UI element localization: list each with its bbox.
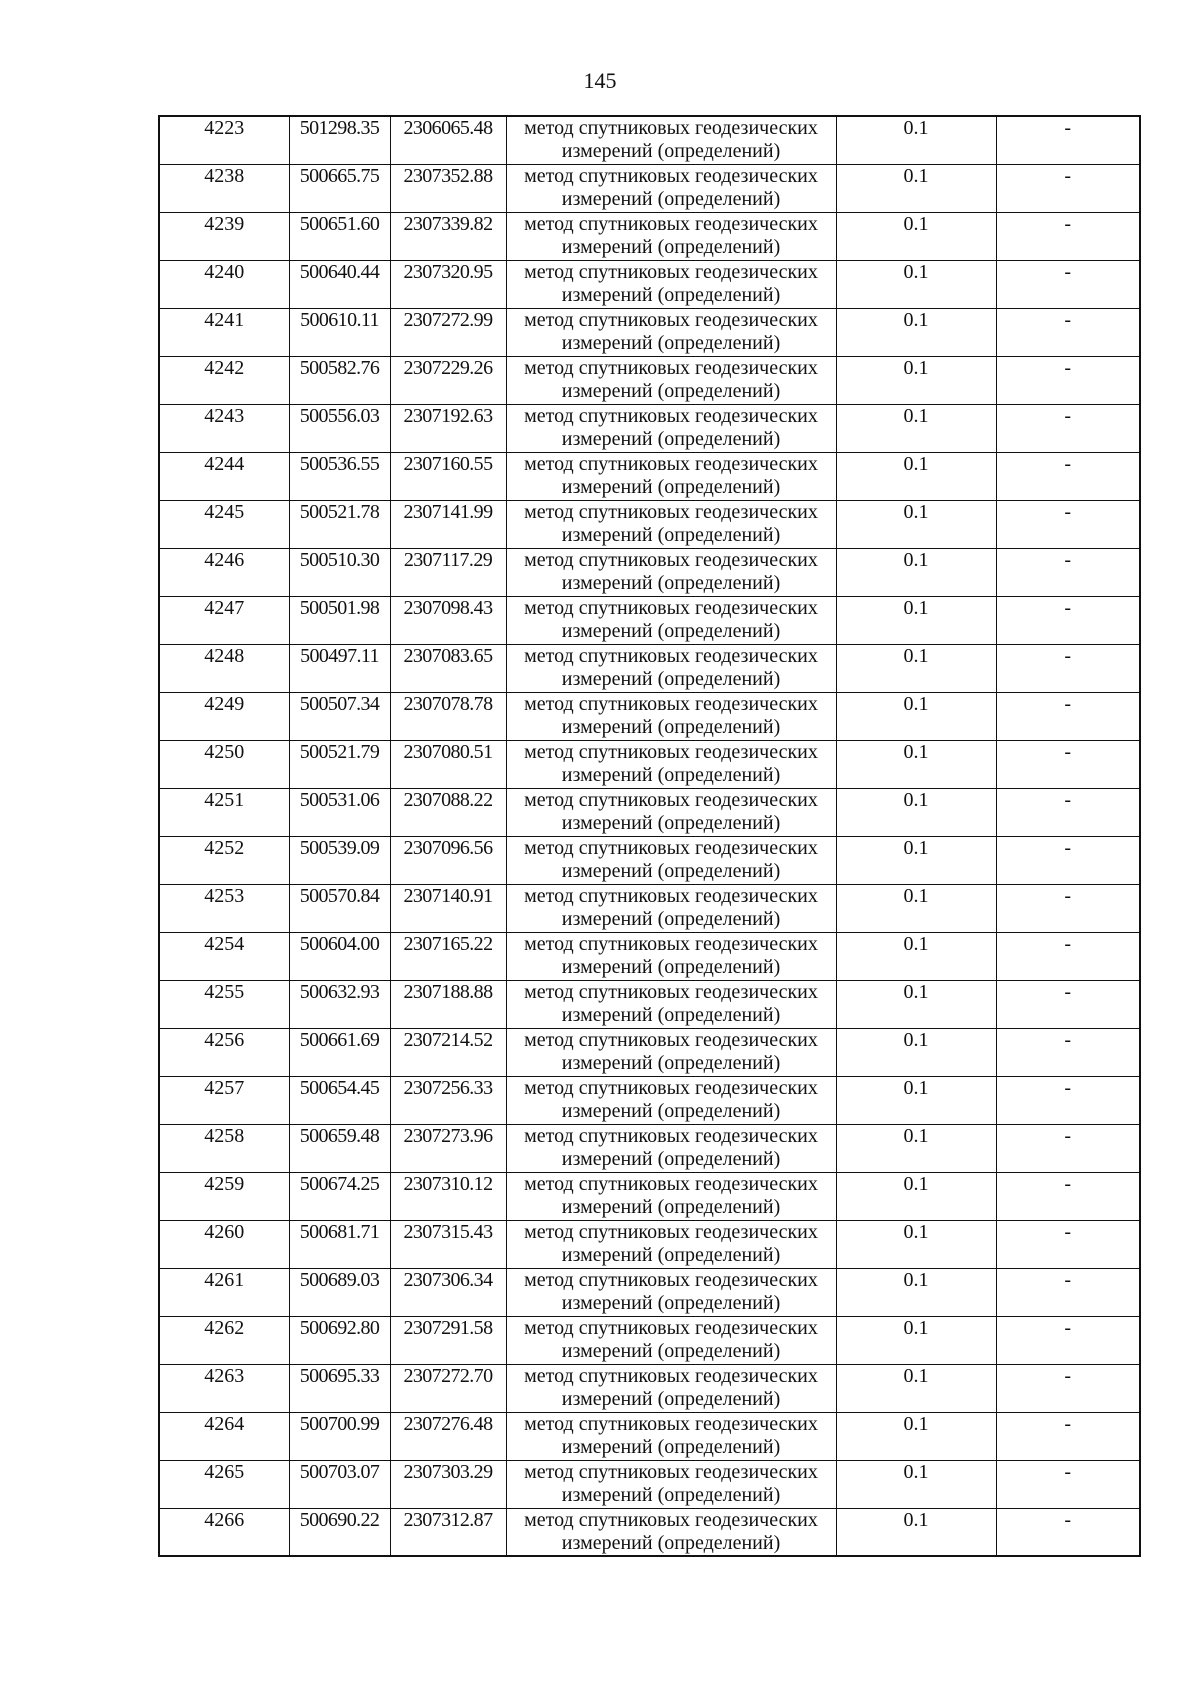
- table-row: [159, 884, 1140, 932]
- note-cell: -: [996, 1028, 1140, 1076]
- method-cell: метод спутниковых геодезических измерений (определений): [506, 596, 836, 644]
- y-coordinate-cell: 2307080.51: [390, 740, 506, 788]
- x-coordinate-cell: 500507.34: [289, 692, 390, 740]
- y-coordinate-cell: 2307088.22: [390, 788, 506, 836]
- table-row: [159, 1268, 1140, 1316]
- note-cell: -: [996, 1124, 1140, 1172]
- y-coordinate-cell: 2307276.48: [390, 1412, 506, 1460]
- table-row: [159, 1460, 1140, 1508]
- point-number-cell: 4255: [159, 980, 289, 1028]
- accuracy-cell: 0.1: [836, 644, 996, 692]
- y-coordinate-cell: 2307117.29: [390, 548, 506, 596]
- table-row: [159, 452, 1140, 500]
- y-coordinate-cell: 2307192.63: [390, 404, 506, 452]
- method-cell: метод спутниковых геодезических измерений (определений): [506, 1316, 836, 1364]
- x-coordinate-cell: 500531.06: [289, 788, 390, 836]
- y-coordinate-cell: 2307078.78: [390, 692, 506, 740]
- point-number-cell: 4250: [159, 740, 289, 788]
- point-number-cell: 4256: [159, 1028, 289, 1076]
- x-coordinate-cell: 500510.30: [289, 548, 390, 596]
- method-cell: метод спутниковых геодезических измерений (определений): [506, 980, 836, 1028]
- accuracy-cell: 0.1: [836, 1268, 996, 1316]
- x-coordinate-cell: 500521.79: [289, 740, 390, 788]
- accuracy-cell: 0.1: [836, 788, 996, 836]
- point-number-cell: 4261: [159, 1268, 289, 1316]
- point-number-cell: 4244: [159, 452, 289, 500]
- note-cell: -: [996, 596, 1140, 644]
- method-cell: метод спутниковых геодезических измерений (определений): [506, 260, 836, 308]
- y-coordinate-cell: 2307339.82: [390, 212, 506, 260]
- point-number-cell: 4254: [159, 932, 289, 980]
- y-coordinate-cell: 2307141.99: [390, 500, 506, 548]
- accuracy-cell: 0.1: [836, 1124, 996, 1172]
- point-number-cell: 4259: [159, 1172, 289, 1220]
- method-cell: метод спутниковых геодезических измерений (определений): [506, 1028, 836, 1076]
- table-row: [159, 1412, 1140, 1460]
- x-coordinate-cell: 501298.35: [289, 116, 390, 164]
- accuracy-cell: 0.1: [836, 1412, 996, 1460]
- method-cell: метод спутниковых геодезических измерений (определений): [506, 692, 836, 740]
- y-coordinate-cell: 2307303.29: [390, 1460, 506, 1508]
- table-row: [159, 116, 1140, 164]
- x-coordinate-cell: 500674.25: [289, 1172, 390, 1220]
- accuracy-cell: 0.1: [836, 356, 996, 404]
- y-coordinate-cell: 2307098.43: [390, 596, 506, 644]
- method-cell: метод спутниковых геодезических измерений (определений): [506, 1220, 836, 1268]
- note-cell: -: [996, 260, 1140, 308]
- note-cell: -: [996, 1220, 1140, 1268]
- note-cell: -: [996, 980, 1140, 1028]
- y-coordinate-cell: 2307272.70: [390, 1364, 506, 1412]
- method-cell: метод спутниковых геодезических измерений (определений): [506, 740, 836, 788]
- point-number-cell: 4223: [159, 116, 289, 164]
- note-cell: -: [996, 164, 1140, 212]
- note-cell: -: [996, 932, 1140, 980]
- point-number-cell: 4246: [159, 548, 289, 596]
- method-cell: метод спутниковых геодезических измерений (определений): [506, 548, 836, 596]
- x-coordinate-cell: 500692.80: [289, 1316, 390, 1364]
- y-coordinate-cell: 2307272.99: [390, 308, 506, 356]
- y-coordinate-cell: 2307188.88: [390, 980, 506, 1028]
- point-number-cell: 4245: [159, 500, 289, 548]
- accuracy-cell: 0.1: [836, 692, 996, 740]
- point-number-cell: 4263: [159, 1364, 289, 1412]
- y-coordinate-cell: 2307352.88: [390, 164, 506, 212]
- point-number-cell: 4241: [159, 308, 289, 356]
- accuracy-cell: 0.1: [836, 1316, 996, 1364]
- accuracy-cell: 0.1: [836, 308, 996, 356]
- method-cell: метод спутниковых геодезических измерений (определений): [506, 884, 836, 932]
- table-row: [159, 740, 1140, 788]
- note-cell: -: [996, 788, 1140, 836]
- table-row: [159, 164, 1140, 212]
- y-coordinate-cell: 2307229.26: [390, 356, 506, 404]
- x-coordinate-cell: 500501.98: [289, 596, 390, 644]
- accuracy-cell: 0.1: [836, 164, 996, 212]
- y-coordinate-cell: 2307312.87: [390, 1508, 506, 1556]
- point-number-cell: 4248: [159, 644, 289, 692]
- method-cell: метод спутниковых геодезических измерений (определений): [506, 836, 836, 884]
- x-coordinate-cell: 500703.07: [289, 1460, 390, 1508]
- method-cell: метод спутниковых геодезических измерений (определений): [506, 404, 836, 452]
- accuracy-cell: 0.1: [836, 596, 996, 644]
- x-coordinate-cell: 500661.69: [289, 1028, 390, 1076]
- note-cell: -: [996, 1316, 1140, 1364]
- table-row: [159, 1220, 1140, 1268]
- note-cell: -: [996, 1268, 1140, 1316]
- table-row: [159, 404, 1140, 452]
- note-cell: -: [996, 1172, 1140, 1220]
- method-cell: метод спутниковых геодезических измерений (определений): [506, 308, 836, 356]
- x-coordinate-cell: 500497.11: [289, 644, 390, 692]
- table-row: [159, 596, 1140, 644]
- y-coordinate-cell: 2306065.48: [390, 116, 506, 164]
- x-coordinate-cell: 500689.03: [289, 1268, 390, 1316]
- y-coordinate-cell: 2307165.22: [390, 932, 506, 980]
- x-coordinate-cell: 500536.55: [289, 452, 390, 500]
- y-coordinate-cell: 2307083.65: [390, 644, 506, 692]
- point-number-cell: 4262: [159, 1316, 289, 1364]
- x-coordinate-cell: 500632.93: [289, 980, 390, 1028]
- y-coordinate-cell: 2307310.12: [390, 1172, 506, 1220]
- accuracy-cell: 0.1: [836, 452, 996, 500]
- table-row: [159, 356, 1140, 404]
- accuracy-cell: 0.1: [836, 1172, 996, 1220]
- point-number-cell: 4238: [159, 164, 289, 212]
- note-cell: -: [996, 1076, 1140, 1124]
- y-coordinate-cell: 2307256.33: [390, 1076, 506, 1124]
- note-cell: -: [996, 884, 1140, 932]
- x-coordinate-cell: 500556.03: [289, 404, 390, 452]
- accuracy-cell: 0.1: [836, 1460, 996, 1508]
- y-coordinate-cell: 2307096.56: [390, 836, 506, 884]
- point-number-cell: 4266: [159, 1508, 289, 1556]
- note-cell: -: [996, 452, 1140, 500]
- point-number-cell: 4252: [159, 836, 289, 884]
- note-cell: -: [996, 1460, 1140, 1508]
- method-cell: метод спутниковых геодезических измерений (определений): [506, 116, 836, 164]
- accuracy-cell: 0.1: [836, 1220, 996, 1268]
- y-coordinate-cell: 2307273.96: [390, 1124, 506, 1172]
- note-cell: -: [996, 836, 1140, 884]
- note-cell: -: [996, 356, 1140, 404]
- note-cell: -: [996, 644, 1140, 692]
- accuracy-cell: 0.1: [836, 836, 996, 884]
- method-cell: метод спутниковых геодезических измерений (определений): [506, 1364, 836, 1412]
- table-row: [159, 980, 1140, 1028]
- accuracy-cell: 0.1: [836, 500, 996, 548]
- accuracy-cell: 0.1: [836, 1508, 996, 1556]
- table-row: [159, 1172, 1140, 1220]
- method-cell: метод спутниковых геодезических измерений (определений): [506, 1412, 836, 1460]
- x-coordinate-cell: 500690.22: [289, 1508, 390, 1556]
- method-cell: метод спутниковых геодезических измерений (определений): [506, 932, 836, 980]
- x-coordinate-cell: 500539.09: [289, 836, 390, 884]
- x-coordinate-cell: 500582.76: [289, 356, 390, 404]
- accuracy-cell: 0.1: [836, 1364, 996, 1412]
- point-number-cell: 4249: [159, 692, 289, 740]
- note-cell: -: [996, 1364, 1140, 1412]
- table-row: [159, 548, 1140, 596]
- point-number-cell: 4242: [159, 356, 289, 404]
- accuracy-cell: 0.1: [836, 212, 996, 260]
- note-cell: -: [996, 1508, 1140, 1556]
- point-number-cell: 4258: [159, 1124, 289, 1172]
- y-coordinate-cell: 2307140.91: [390, 884, 506, 932]
- x-coordinate-cell: 500659.48: [289, 1124, 390, 1172]
- method-cell: метод спутниковых геодезических измерений (определений): [506, 500, 836, 548]
- note-cell: -: [996, 212, 1140, 260]
- note-cell: -: [996, 308, 1140, 356]
- note-cell: -: [996, 500, 1140, 548]
- coordinates-table-body: [159, 116, 1140, 1556]
- x-coordinate-cell: 500695.33: [289, 1364, 390, 1412]
- x-coordinate-cell: 500681.71: [289, 1220, 390, 1268]
- method-cell: метод спутниковых геодезических измерений (определений): [506, 452, 836, 500]
- point-number-cell: 4251: [159, 788, 289, 836]
- y-coordinate-cell: 2307320.95: [390, 260, 506, 308]
- table-row: [159, 644, 1140, 692]
- x-coordinate-cell: 500570.84: [289, 884, 390, 932]
- x-coordinate-cell: 500651.60: [289, 212, 390, 260]
- y-coordinate-cell: 2307306.34: [390, 1268, 506, 1316]
- method-cell: метод спутниковых геодезических измерений (определений): [506, 1124, 836, 1172]
- note-cell: -: [996, 404, 1140, 452]
- point-number-cell: 4253: [159, 884, 289, 932]
- note-cell: -: [996, 548, 1140, 596]
- table-row: [159, 212, 1140, 260]
- accuracy-cell: 0.1: [836, 1076, 996, 1124]
- accuracy-cell: 0.1: [836, 404, 996, 452]
- table-row: [159, 500, 1140, 548]
- method-cell: метод спутниковых геодезических измерений (определений): [506, 164, 836, 212]
- accuracy-cell: 0.1: [836, 116, 996, 164]
- y-coordinate-cell: 2307291.58: [390, 1316, 506, 1364]
- method-cell: метод спутниковых геодезических измерений (определений): [506, 1172, 836, 1220]
- point-number-cell: 4239: [159, 212, 289, 260]
- note-cell: -: [996, 1412, 1140, 1460]
- table-row: [159, 1364, 1140, 1412]
- point-number-cell: 4247: [159, 596, 289, 644]
- point-number-cell: 4265: [159, 1460, 289, 1508]
- coordinates-table: [158, 115, 1141, 1557]
- point-number-cell: 4243: [159, 404, 289, 452]
- table-row: [159, 788, 1140, 836]
- method-cell: метод спутниковых геодезических измерений (определений): [506, 788, 836, 836]
- accuracy-cell: 0.1: [836, 1028, 996, 1076]
- accuracy-cell: 0.1: [836, 740, 996, 788]
- table-row: [159, 1028, 1140, 1076]
- x-coordinate-cell: 500521.78: [289, 500, 390, 548]
- method-cell: метод спутниковых геодезических измерений (определений): [506, 1508, 836, 1556]
- table-row: [159, 1316, 1140, 1364]
- method-cell: метод спутниковых геодезических измерений (определений): [506, 1460, 836, 1508]
- x-coordinate-cell: 500700.99: [289, 1412, 390, 1460]
- table-row: [159, 1076, 1140, 1124]
- point-number-cell: 4257: [159, 1076, 289, 1124]
- table-row: [159, 692, 1140, 740]
- y-coordinate-cell: 2307214.52: [390, 1028, 506, 1076]
- point-number-cell: 4264: [159, 1412, 289, 1460]
- method-cell: метод спутниковых геодезических измерений (определений): [506, 644, 836, 692]
- x-coordinate-cell: 500640.44: [289, 260, 390, 308]
- accuracy-cell: 0.1: [836, 548, 996, 596]
- method-cell: метод спутниковых геодезических измерений (определений): [506, 1268, 836, 1316]
- accuracy-cell: 0.1: [836, 260, 996, 308]
- x-coordinate-cell: 500654.45: [289, 1076, 390, 1124]
- table-row: [159, 1124, 1140, 1172]
- method-cell: метод спутниковых геодезических измерений (определений): [506, 1076, 836, 1124]
- page-number: 145: [583, 68, 617, 93]
- x-coordinate-cell: 500665.75: [289, 164, 390, 212]
- accuracy-cell: 0.1: [836, 884, 996, 932]
- table-row: [159, 836, 1140, 884]
- y-coordinate-cell: 2307315.43: [390, 1220, 506, 1268]
- point-number-cell: 4260: [159, 1220, 289, 1268]
- method-cell: метод спутниковых геодезических измерений (определений): [506, 356, 836, 404]
- point-number-cell: 4240: [159, 260, 289, 308]
- accuracy-cell: 0.1: [836, 932, 996, 980]
- y-coordinate-cell: 2307160.55: [390, 452, 506, 500]
- note-cell: -: [996, 740, 1140, 788]
- table-row: [159, 932, 1140, 980]
- note-cell: -: [996, 692, 1140, 740]
- method-cell: метод спутниковых геодезических измерений (определений): [506, 212, 836, 260]
- table-row: [159, 308, 1140, 356]
- table-row: [159, 260, 1140, 308]
- x-coordinate-cell: 500610.11: [289, 308, 390, 356]
- accuracy-cell: 0.1: [836, 980, 996, 1028]
- x-coordinate-cell: 500604.00: [289, 932, 390, 980]
- table-row: [159, 1508, 1140, 1556]
- note-cell: -: [996, 116, 1140, 164]
